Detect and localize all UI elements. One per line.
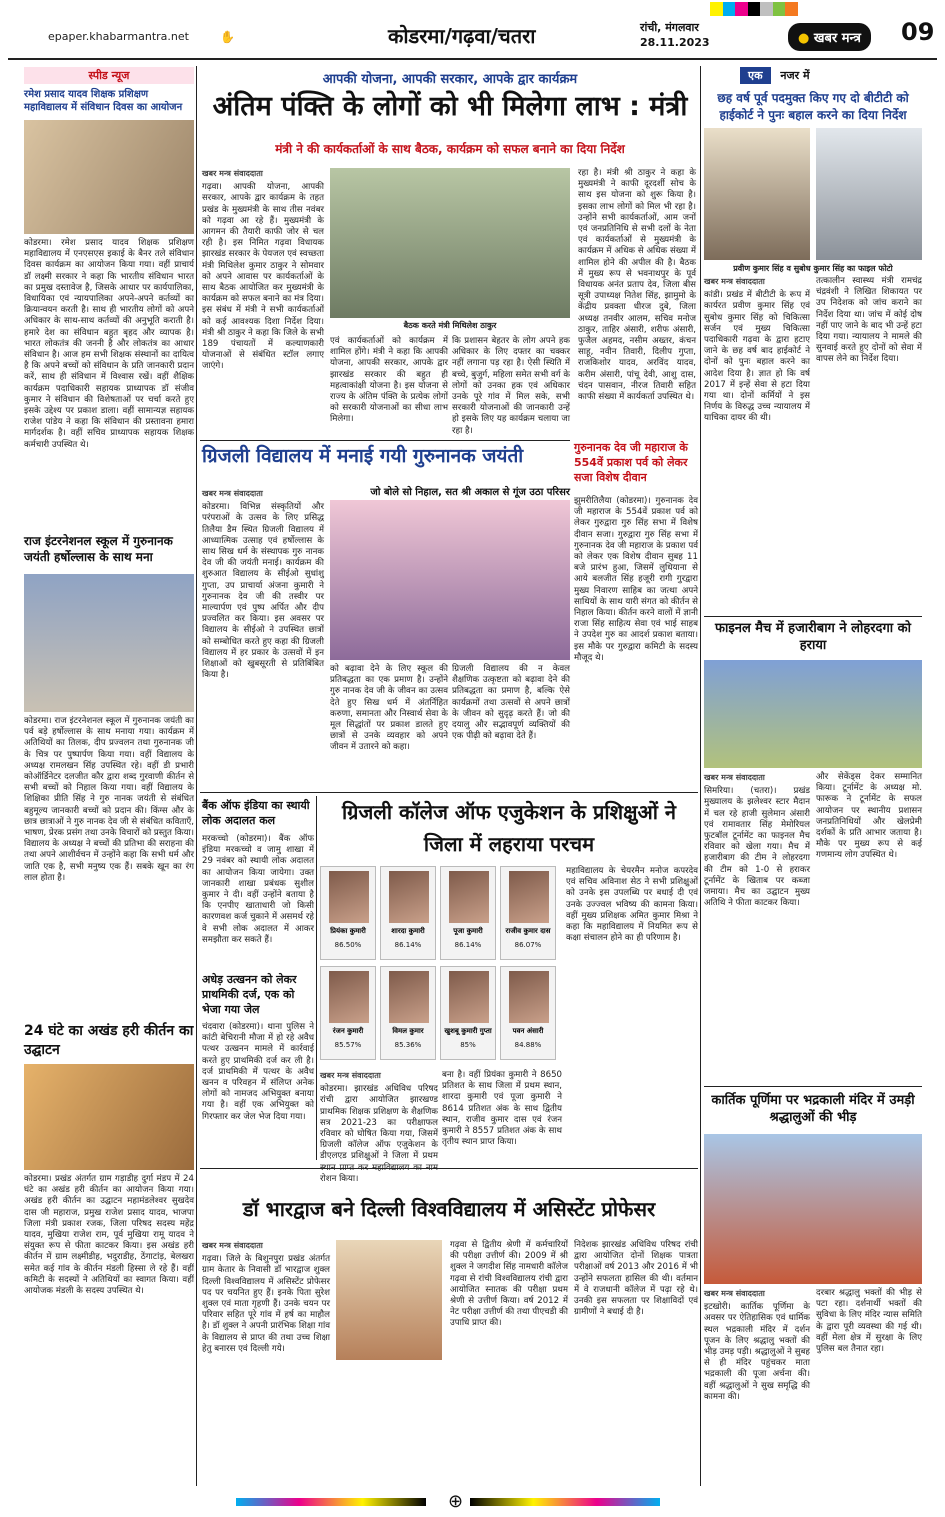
issue-date: रांची, मंगलवार 28.11.2023 [640, 21, 710, 49]
story-body: कोडरमा। प्रखंड अंतर्गत ग्राम गड़ाडीह दुर्गा मंडप में 24 घंटे का अखंड हरी कीर्तन का आयोजन किया गया। अखंड हरी कीर्तन का उद्घाटन महामंडलेश्वर सुखदेव दास जी महाराज, प्रमुख राजेश प्रसाद यादव, भाजपा जिला मंत्री प्रकाश रजक, जिला परिषद सदस्य महेंद्र यादव, मुखिया राजेश राम, पूर्व मुखिया रामू यादव ने संयुक्त रूप से फीता काटकर किया। इस अखंड हरी कीर्तन में ग्राम लक्ष्मीडीह, भदुराडीह, ठेंगाटांड़, बेलखरा समेत कई गांव के कीर्तन मंडली हिस्सा ले रहे हैं। वहीं कमिटी के सदस्यों ने अतिथियों का स्वागत किया। वहीं आयोजक मंडली के सदस्य उपस्थित थे। [24, 1174, 194, 1297]
speed-news-label: स्पीड न्यूज [24, 67, 194, 84]
ek-label: एक [740, 67, 771, 84]
story-body: को बढ़ावा देने के लिए स्कूल की प्रतिबद्धता का एक प्रमाण है। उन्होंने गुरु नानक देव जी के जीवन का उत्सव देते हुए सिख धर्म में अंतर्निहित करुणा, समानता और निस्वार्थ सेवा के मूल सिद्धांतों पर प्रकाश डालते हुए छात्रों से उनके व्यवहार को अपने जीवन में उतारने को कहा। [330, 664, 448, 753]
nazar-label: नजर में [780, 69, 810, 82]
section-title: कोडरमा/गढ़वा/चतरा [388, 24, 536, 48]
ek-nazar-banner [704, 67, 922, 83]
student-card: शारदा कुमारी 86.14% [380, 866, 436, 960]
story-title: रमेश प्रसाद यादव शिक्षक प्रशिक्षण महाविद्यालय में संविधान दिवस का आयोजन [24, 89, 183, 113]
story-body: खबर मन्त्र संवाददाता गढ़वा। आपकी योजना, आपकी सरकार, आपके द्वार कार्यक्रम के तहत प्रखंड के मुख्यमंत्री के साथ तीस नवंबर को गढ़वा आ रहे हैं। मुख्यमंत्री के आगमन की तैयारी काफी जोर से चल रही है। इस निमित गढ़वा विधायक झारखंड सरकार के पेयजल एवं स्वच्छता मंत्री मिथिलेश कुमार ठाकुर ने सोमवार को अपने आवास पर कार्यकर्ताओं के साथ बैठक आयोजित कर मुख्यमंत्री के कार्यक्रम को सफल बनाने का मंत्र दिया। इस संबंध में मंत्री ने सभी कार्यकर्ताओं को कई आवश्यक दिशा निर्देश दिया। मंत्री श्री ठाकुर ने कहा कि जिले के सभी 189 पंचायतों में कल्याणकारी योजनाओं से संबंधित स्टॉल लगाए जाएंगे। [202, 169, 324, 372]
news-photo [816, 128, 922, 260]
news-photo [330, 500, 570, 660]
student-card: रंजन कुमारी 85.57% [320, 966, 376, 1060]
news-photo [330, 168, 570, 318]
story-body: कि प्रशासन बेहतर के लोग अपने हक अधिकार के लिए दफ्तर का चक्कर नहीं लगाना पड़ रहा है। ऐसी स्थिति में बच्चे, बुजुर्ग, महिला समेत सभी वर्ग के लोगों को उनका हक एवं अधिकार उनके पूरे गांव में मिल सके, सभी सरकारी योजनाओं की जानकारी उन्हें हो इसके लिए यह कार्यक्रम चलाया जा रहा है। [452, 336, 570, 436]
news-photo [704, 128, 810, 260]
student-card: पवन अंसारी 84.88% [500, 966, 556, 1060]
story-title: डॉ भारद्वाज बने दिल्ली विश्वविद्यालय में असिस्टेंट प्रोफेसर [242, 1197, 656, 1221]
story-body: खबर मन्त्र संवाददाता सिमरिया। (चतरा)। प्रखंड मुख्यालय के झलेश्वर स्टार मैदान में चल रहे हाजी सुलेमान अंसारी एवं रामावतार सिंह मेमोरियल फुटबॉल टूर्नामेंट का फाइनल मैच रविवार को खेला गया। मैच में हजारीबाग की टीम ने लोहरदगा की टीम को 1-0 से हराकर टूर्नामेंट के खिताब पर कब्जा जमाया। मैच का उद्घाटन मुख्य अतिथि ने फीता काटकर किया। [704, 773, 810, 909]
story-body: गढ़वा से द्वितीय श्रेणी में कर्मचारियों की परीक्षा उत्तीर्ण की। 2009 में श्री शुक्ल ने जगदीश सिंह नामधारी कॉलेज गढ़वा से रांची विश्वविद्यालय रांची द्वारा आयोजित स्नातक की परीक्षा प्रथम श्रेणी से उत्तीर्ण किया। वर्ष 2012 में नेट परीक्षा उत्तीर्ण की तथा पीएचडी की उपाधि प्राप्त की। [450, 1240, 568, 1329]
story-body: खबर मन्त्र संवाददाता कोडरमा। विभिन्न संस्कृतियों और परंपराओं के उत्सव के लिए प्रसिद्ध तिलैया डैम स्थित ग्रिजली विद्यालय में आध्यात्मिक उत्साह एवं हर्षोल्लास के साथ सिख धर्म के संस्थापक गुरु नानक देव जी की जयंती मनाई। कार्यक्रम की शुरुआत विद्यालय के सीईओ सुधांशु गुप्ता, उप प्राचार्या अंजना कुमारी ने गुरुनानक देव जी की तस्वीर पर माल्यार्पण एवं पुष्प अर्पित और दीप प्रज्वलित कर किया। इस अवसर पर विद्यालय के सीईओ ने उपस्थित छात्रों को सम्बोधित करते हुए कहा की ग्रिजली विद्यालय में हर प्रकार के उत्सवों में इन शिक्षाओं को खुबसूरती से प्रतिबिंबित किया है। [202, 489, 324, 681]
color-strip [470, 1498, 660, 1506]
page-number: 09 [901, 18, 935, 46]
story-title: गुरुनानक देव जी महाराज के 554वें प्रकाश पर्व को लेकर सजा विशेष दीवान [574, 441, 688, 484]
headline: अंतिम पंक्ति के लोगों को भी मिलेगा लाभ : मंत्री [212, 91, 688, 122]
story-body: चंदवारा (कोडरमा)। थाना पुलिस ने कांटी बेचिरानी मौजा में हो रहे अवैध पत्थर उत्खनन मामले में कार्रवाई करते हुए प्राथमिकी दर्ज कर ली है। दर्ज प्राथमिकी में पत्थर के अवैध खनन व परिवहन में संलिप्त अनेक लोगों को नामजद अभियुक्त बनाया गया है। वहीं एक अभियुक्त को गिरफ्तार कर जेल भेज दिया गया। [202, 1022, 314, 1122]
news-photo [336, 1240, 442, 1360]
photo-caption: बैठक करते मंत्री मिथिलेश ठाकुर [403, 321, 497, 330]
subhead: मंत्री ने की कार्यकर्ताओं के साथ बैठक, कार्यक्रम को सफल बनाने का दिया निर्देश [275, 142, 625, 156]
page-header [8, 14, 937, 60]
story-body: मरकच्चो (कोडरमा)। बैंक ऑफ इंडिया मरकच्चो व जामु शाखा में 29 नवंबर को स्थायी लोक अदालत का आयोजन किया जायेगा। उक्त जानकारी शाखा प्रबंधक सुशील कुमार ने दी। वहीं उन्होंने बताया है कि एनपीए खाताधारी जो किसी कारणवश कर्ज चुकाने में असमर्थ रहे वे सभी लोक अदालत में आकर समझौता कर सकते हैं। [202, 834, 314, 945]
site-url[interactable]: epaper.khabarmantra.net [48, 30, 189, 43]
story-body: कोडरमा। राज इंटरनेशनल स्कूल में गुरुनानक जयंती का पर्व बड़े हर्षोल्लास के साथ मनाया गया। कार्यक्रम में अतिथियों का तिलक, दीप प्रज्वलन तथा गुरुनानक जी के चित्र पर पुष्पार्पण किया गया। वहीं विद्यालय के अध्यक्ष रामलखन सिंह उपस्थित रहे। वहीं डी प्रभारी कोऑर्डिनेटर दलजीत कौर द्वारा शब्द गुरवाणी कीर्तन से सभी बच्चों को निहाल किया गया। वहीं विद्यालय के शिक्षिका प्रीति सिंह ने गुरु नानक जयंती से संबंधित बहुमूल्य जानकारी बच्चों को प्रदान की। किंग्स और के छात्र छात्राओं ने गुरु नानक देव जी से संबंधित कविताएँ, भाषण, प्रेरक प्रसंग तथा उनके विचारों को प्रस्तुत किया। विद्यालय के अध्यक्ष ने बच्चों की प्रतिभा की सराहना की तथा अपने आशीर्वचन में उन्होंने कहा कि सभी धर्म और जाति एक है, सभी मनुष्य एक हैं। सबके खून का रंग लाल होता है। [24, 716, 194, 883]
story-title: छह वर्ष पूर्व पदमुक्त किए गए दो बीटीटी को हाईकोर्ट ने पुनः बहाल करने का दिया निर्देश [717, 91, 909, 122]
student-grid [320, 866, 560, 1066]
photo-caption: प्रवीण कुमार सिंह व सुबोध कुमार सिंह का फाइल फोटो [733, 264, 893, 273]
story-body: निदेशक झारखंड अधिविध परिषद रांची द्वारा आयोजित दोनों शिक्षक पात्रता परीक्षाओं वर्ष 2013 और 2016 में भी उन्होंने सफलता हासिल की थी। वर्तमान में वे राजधानी कॉलेज में पढ़ा रहे थे। उनकी इस सफलता पर शिक्षाविदों एवं ग्रामीणों ने बधाई दी है। [574, 1240, 698, 1318]
story-body: खबर मन्त्र संवाददाता गढ़वा। जिले के बिशुनपुरा प्रखंड अंतर्गत ग्राम केतार के निवासी डॉ भारद्वाज शुक्ल दिल्ली विश्वविद्यालय में असिस्टेंट प्रोफेसर पद पर चयनित हुए हैं। इनके पिता सुरेश शुक्ल एवं माता गृहणी हैं। उनके चयन पर परिवार सहित पूरे गांव में हर्ष का माहौल है। डॉ शुक्ल ने अपनी प्रारंभिक शिक्षा गांव के विद्यालय से प्राप्त की तथा उच्च शिक्षा हेतु बनारस एवं दिल्ली गये। [202, 1241, 330, 1354]
story-title: बैंक ऑफ इंडिया का स्थायी लोक अदालत कल [202, 799, 310, 827]
story-title: अधेड़ उत्खनन को लेकर प्राथमिकी दर्ज, एक को भेजा गया जेल [202, 973, 297, 1016]
news-photo [24, 120, 194, 234]
story-subtitle: जो बोले सो निहाल, सत श्री अकाल से गूंज उठा परिसर [370, 487, 570, 498]
student-card: प्रियंका कुमारी 86.50% [320, 866, 376, 960]
student-card: विमल कुमार 85.36% [380, 966, 436, 1060]
news-photo [704, 1134, 922, 1284]
registration-mark-icon: ⊕ [448, 1491, 464, 1512]
student-card: खुशबू कुमारी गुप्ता 85% [440, 966, 496, 1060]
story-title: फाइनल मैच में हजारीबाग ने लोहरदगा को हराया [714, 621, 912, 653]
story-body: रहा है। मंत्री श्री ठाकुर ने कहा के मुख्यमंत्री ने काफी दूरदर्शी सोच के साथ इस योजना को शुरू किया है। इसका लाभ लोगों को मिल भी रहा है। उन्होंने सभी कार्यकर्ताओं, आम जनों एवं जनप्रतिनिधि से सभी दलों के नेता एवं कार्यकर्ताओं से मुख्यमंत्री के कार्यक्रम में अधिक से अधिक संख्या में शामिल होने की अपील की है। बैठक में मुख्य रूप से भवनाथपुर के पूर्व विधायक अनंत प्रताप देव, जिला बीस सूत्री उपाध्यक्ष नितेश सिंह, झामुमो के केंद्रीय प्रवक्ता धीरज दुबे, जिला अध्यक्ष तनवीर आलम, सचिव मनोज ठाकुर, ताहिर अंसारी, शरीफ अंसारी, फुजैल अहमद, नसीम अख्तर, कंचन साहू, नवीन तिवारी, दिलीप गुप्ता, राजकिशोर यादव, अरविंद यादव, करीम अंसारी, पांचू देवी, आशु दास, चंदन पासवान, नीरज तिवारी सहित काफी संख्या में कार्यकर्ता उपस्थित थे। [578, 168, 696, 403]
news-photo [704, 660, 922, 768]
story-body: और सेकेंड्स देकर सम्मानित किया। टूर्नामेंट के अध्यक्ष मो. फारूक ने टूर्नामेंट के सफल आयोजन पर स्थानीय प्रशासन जनप्रतिनिधियों और खेलप्रेमी दर्शकों के प्रति आभार जताया है। मौके पर मुख्य रूप से कई गणमान्य लोग उपस्थित थे। [816, 772, 922, 861]
story-title: राज इंटरनेशनल स्कूल में गुरुनानक जयंती हर्षोल्लास के साथ मना [24, 534, 173, 564]
news-photo [24, 574, 194, 712]
color-strip [236, 1498, 426, 1506]
story-body: ग्रिजली विद्यालय की न केवल शैक्षणिक उत्कृष्टता को बढ़ावा देने की प्रतिबद्धता का प्रमाण है, बल्कि ऐसे कार्यक्रमों तथा उत्सवों से अपने छात्रों के जीवन को सुदृढ़ करते हैं। जो की दयालु और सद्भावपूर्ण व्यक्तियों की एक पीढ़ी को बढ़ावा देते हैं। [452, 664, 570, 742]
masthead-logo: ● खबर मन्त्र [788, 23, 871, 51]
story-body: कोडरमा। रमेश प्रसाद यादव शिक्षक प्रशिक्षण महाविद्यालय में एनएसएस इकाई के बैनर तले संविधान दिवस कार्यक्रम का आयोजन किया गया। वहीं प्राचार्य डॉ लक्ष्मी सरकार ने कहा कि भारतीय संविधान भारत का प्रमुख दस्तावेज है, जिसके आधार पर कार्यपालिका, विधायिका एवं न्यायपालिका अपने-अपने कर्तव्यों का क्रियान्वयन करती है। साथ ही भारतीय लोगों को अपने अधिकार के साथ-साथ कर्तव्यों की अनुभूति कराती है। हमारे देश का संविधान बहुत बृहद और व्यापक है। भारत लोकतंत्र की जननी है और लोकतंत्र का आधार संविधान है। आज हम सभी शिक्षक संस्थानों का दायित्व है कि अपने बच्चों को संविधान के प्रति जानकारी प्रदान करें, साथ ही संविधान में विश्वास रखें। वहीं शैक्षिक कार्यक्रम पदाधिकारी सहायक प्राध्यापक डॉ संजीव कुमार ने संविधान की विशेषताओं पर चर्चा करते हुए इसके उद्देश्य पर प्रकाश डाला। वहीं सामान्यज्ञ सहायक राजेश पांडेय ने कहा कि संविधान की प्रस्तावना हमारा मार्गदर्शक है। वहीं सचिव प्राध्यापक सहायक शिक्षक कर्मचारी उपस्थित थे। [24, 238, 194, 450]
student-card: राजीव कुमार दास 86.07% [500, 866, 556, 960]
student-card: पूजा कुमारी 86.14% [440, 866, 496, 960]
story-title: कार्तिक पूर्णिमा पर भद्रकाली मंदिर में उमड़ी श्रद्धालुओं की भीड़ [711, 1093, 915, 1125]
story-body: महाविद्यालय के चेयरमैन मनोज कपरदेव एवं सचिव अविनाश सेठ ने सभी प्रशिक्षुओं को उनके इस उपलब्धि पर बधाई दी एवं उनके उज्ज्वल भविष्य की कामना किया। वहीं मुख्य प्रशिक्षक अमित कुमार मिश्रा ने कहा कि महाविद्यालय में नियमित रूप से कक्षा संचालन होने का ही परिणाम है। [566, 866, 698, 944]
story-body: खबर मन्त्र संवाददाता कोडरमा। झारखंड अधिविध परिषद रांची द्वारा आयोजित झारखण्ड प्राथमिक शिक्षक प्रशिक्षण के शैक्षणिक सत्र 2021-23 का परीक्षाफल रविवार को घोषित किया गया, जिसमें ग्रिजली कॉलेज ऑफ एजुकेशन के डीएलएड प्रशिक्षुओं ने जिला में प्रथम रोशन किया। [320, 1071, 438, 1184]
story-title: ग्रिजली विद्यालय में मनाई गयी गुरुनानक जयंती [202, 445, 524, 467]
story-title: 24 घंटे का अखंड हरी कीर्तन का उद्घाटन [24, 1023, 194, 1058]
story-body: खबर मन्त्र संवाददाता कांडी। प्रखंड में बीटीटी के रूप में कार्यरत प्रवीण कुमार सिंह एवं सुबोध कुमार सिंह को चिकित्सा सर्जन एवं मुख्य चिकित्सा पदाधिकारी गढ़वा के द्वारा हटाए जाने के छह वर्ष बाद हाईकोर्ट ने दोनों को पुनः बहाल करने का आदेश दिया है। ज्ञात हो कि वर्ष 2017 में इन्हें सेवा से हटा दिया गया था। दोनों कर्मियों ने इस निर्णय के विरुद्ध उच्च न्यायालय में याचिका दायर की थी। [704, 277, 810, 424]
kicker: आपकी योजना, आपकी सरकार, आपके द्वार कार्यक्रम [322, 72, 578, 87]
story-body: खबर मन्त्र संवाददाता इटखोरी। कार्तिक पूर्णिमा के अवसर पर ऐतिहासिक एवं धार्मिक स्थल भद्रकाली मंदिर में दर्शन पूजन के लिए श्रद्धालु भक्तों की भीड़ उमड़ पड़ी। श्रद्धालुओं ने सुबह से ही मंदिर पहुंचकर माता भद्रकाली की पूजा अर्चना की। वहीं श्रद्धालुओं ने सुख समृद्धि की कामना की। [704, 1289, 810, 1402]
story-title: ग्रिजली कॉलेज ऑफ एजुकेशन के प्रशिक्षुओं ने जिला में लहराया परचम [342, 800, 676, 856]
story-body: तत्कालीन स्वास्थ्य मंत्री रामचंद्र चंद्रवंशी ने लिखित शिकायत पर उप निदेशक को जांच कराने का निर्देश दिया था। जांच में कोई दोष नहीं पाए जाने के बाद भी उन्हें हटा दिया गया। न्यायालय ने मामले की सुनवाई करते हुए दोनों को सेवा में वापस लेने का निर्देश दिया। [816, 276, 922, 365]
story-body: दरबार श्रद्धालु भक्तों की भीड़ से पटा रहा। दर्शनार्थी भक्तों की सुविधा के लिए मंदिर न्यास समिति के द्वारा पूरी व्यवस्था की गई थी। वहीं मेला क्षेत्र में सुरक्षा के लिए पुलिस बल तैनात रहा। [816, 1288, 922, 1355]
story-body: बना है। वहीं प्रियंका कुमारी ने 8650 प्रतिशत के साथ जिला में प्रथम स्थान, शारदा कुमारी एवं पूजा कुमारी ने 8614 प्रतिशत अंक के साथ द्वितीय स्थान, राजीव कुमार दास एवं रंजन कुमारी ने 8557 प्रतिशत अंक के साथ तृतीय स्थान प्राप्त किया। [442, 1070, 562, 1148]
story-body: झुमरीतिलैया (कोडरमा)। गुरुनानक देव जी महाराज के 554वें प्रकाश पर्व को लेकर गुरुद्वारा गुरु सिंह सभा में विशेष दीवान सजा। गुरुद्वारा गुरु सिंह सभा में गुरुनानक देव जी महाराज के प्रकाश पर्व को लेकर एक विशेष दीवान सुबह 11 बजे प्रारंभ हुआ, जिसमें लुधियाना से आये बलजीत सिंह हजूरी रागी गुरद्वारा मुख्य निवारण साहिब का जत्था अपने साथियों के साथ यारी संगत को कीर्तन से निहाल किया। कीर्तन करने वालों में ज्ञानी राजा सिंह साहित्य सेवा एवं भाई साहब ने उपदेश गुरु का आदर्श प्रकाश बताया। इस मौके पर गुरुद्वारा कमिटी के सदस्य मौजूद थे। [574, 496, 698, 663]
cursor-icon: ✋ [220, 30, 235, 44]
story-body: एवं कार्यकर्ताओं को कार्यक्रम में शामिल होंगे। मंत्री ने कहा कि आपकी योजना, आपकी सरकार, आपके द्वार झारखंड सरकार की बहुत ही महत्वाकांक्षी योजना है। इस योजना से राज्य के अंतिम पंक्ति के प्रत्येक लोगों को सरकारी योजनाओं का सीधा लाभ मिलेगा। [330, 336, 448, 425]
news-photo [24, 1064, 194, 1170]
